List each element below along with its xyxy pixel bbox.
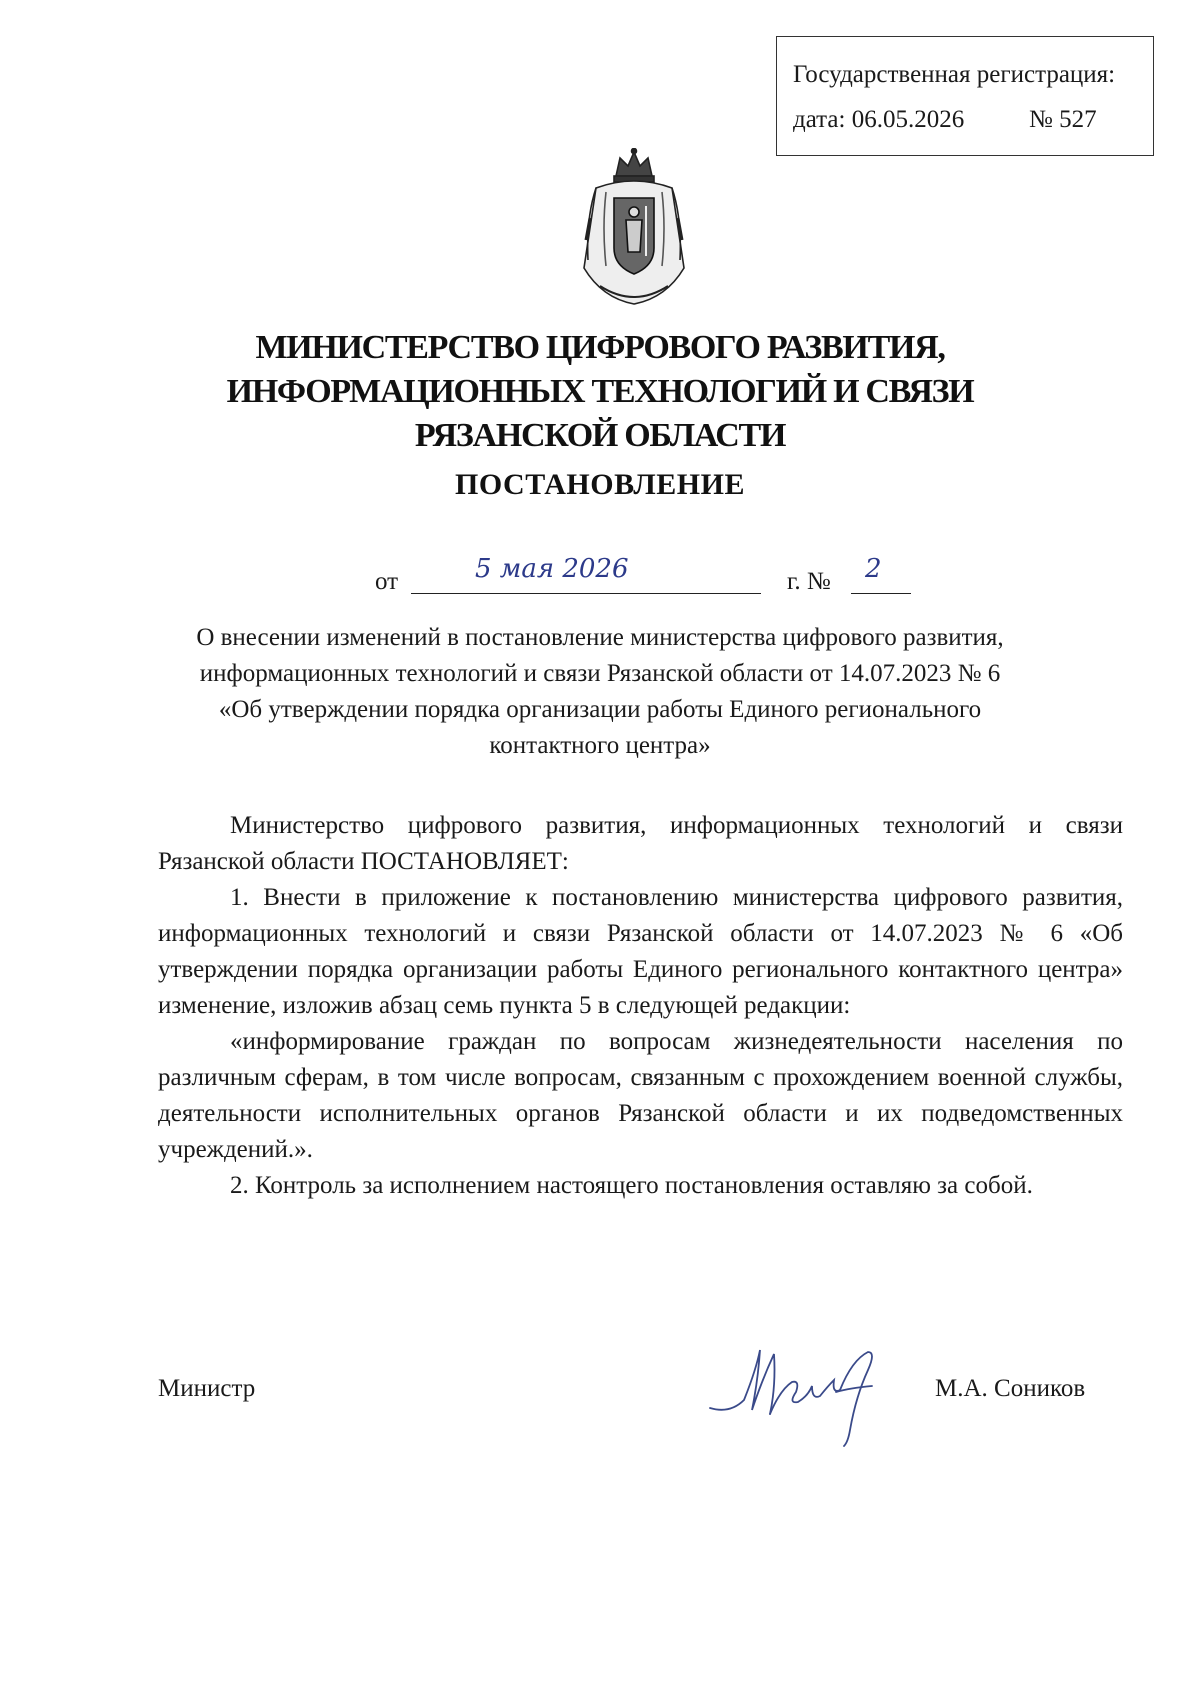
registration-date: дата: 06.05.2026 [793,106,965,133]
document-body [158,808,1123,1204]
ministry-name-line-2: ИНФОРМАЦИОННЫХ ТЕХНОЛОГИЙ И СВЯЗИ [226,373,974,410]
ministry-name-line-3: РЯЗАНСКОЙ ОБЛАСТИ [414,417,786,454]
subject-line-3: «Об утверждении порядка организации работы Единого регионального [218,696,982,723]
date-number-line [375,554,935,600]
from-label: от [375,568,399,595]
registration-stamp [776,36,1154,156]
item-2-paragraph: 2. Контроль за исполнением настоящего постановления оставляю за собой. [230,1172,1033,1199]
handwritten-number: 2 [865,554,882,584]
signatory-name: М.А. Соников [935,1375,1086,1402]
document-subject [175,620,1025,764]
year-number-label: г. № [787,568,831,595]
preamble-paragraph: Министерство цифрового развития, информационных технологий и связи Рязанской области ПОСТАНОВЛЯЕТ: [158,812,1123,875]
subject-line-2: информационных технологий и связи Рязанской области от 14.07.2023 № 6 [199,660,1001,687]
item-1-paragraph: 1. Внести в приложение к постановлению министерства цифрового развития, информационных технологий и связи Рязанской области от 14.07.2023 № 6 «Об утверждении порядка организации работы Единого регионального контактного центра» изменение, изложив абзац семь пункта 5 в следующей редакции: [158,884,1123,1019]
registration-title: Государственная регистрация: [793,61,1116,88]
date-underline [411,593,761,594]
registration-number: № 527 [1029,106,1097,133]
document-type: ПОСТАНОВЛЕНИЕ [455,468,745,501]
ministry-name [150,326,1050,458]
number-underline [851,593,911,594]
quoted-paragraph: «информирование граждан по вопросам жизнедеятельности населения по различным сферам, в том числе вопросам, связанным с прохождением военной службы, деятельности исполнительных органов Рязанской области и их подведомственных учреждений.». [158,1028,1123,1163]
subject-line-1: О внесении изменений в постановление министерства цифрового развития, [196,624,1004,651]
ministry-name-line-1: МИНИСТЕРСТВО ЦИФРОВОГО РАЗВИТИЯ, [255,329,945,366]
subject-line-4: контактного центра» [489,732,711,759]
signatory-position: Министр [158,1375,256,1402]
handwritten-signature [700,1330,900,1450]
coat-of-arms-emblem [566,148,702,310]
handwritten-date: 5 мая 2026 [475,554,629,584]
